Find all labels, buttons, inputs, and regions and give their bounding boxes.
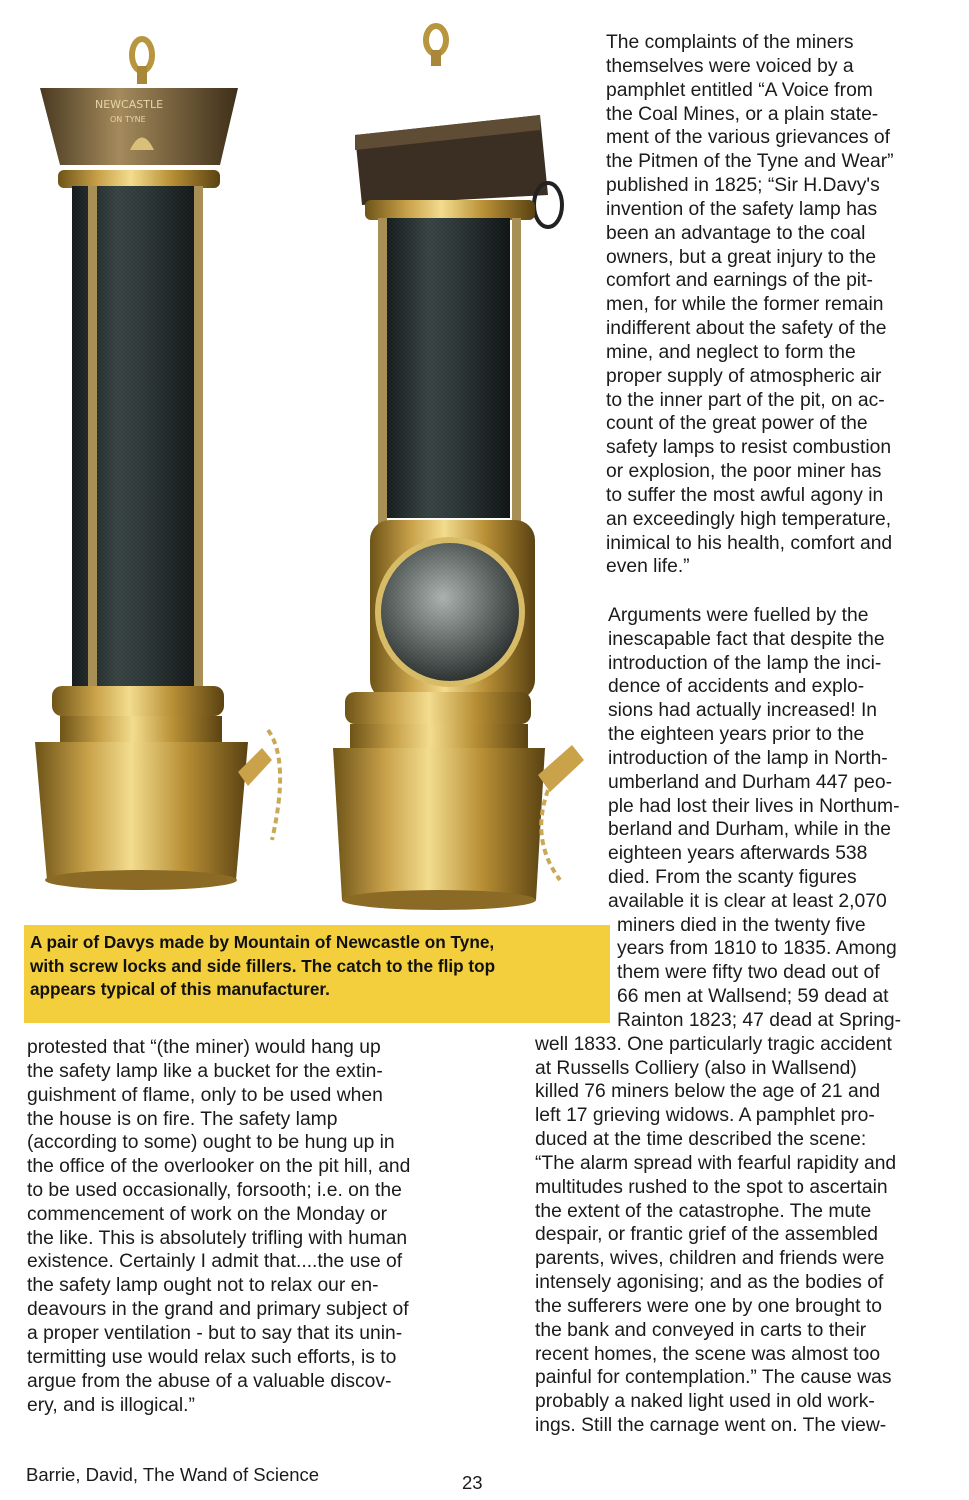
text-line: count of the great power of the: [606, 413, 868, 434]
text-line: inescapable fact that despite the: [608, 629, 885, 650]
lamps-photograph: [0, 0, 612, 930]
text-line: ery, and is illogical.”: [27, 1395, 195, 1416]
text-line: 66 men at Wallsend; 59 dead at: [617, 986, 889, 1007]
text-line: at Russells Colliery (also in Wallsend): [535, 1058, 857, 1079]
text-line: the Pitmen of the Tyne and Wear”: [606, 151, 894, 172]
text-line: themselves were voiced by a: [606, 56, 854, 77]
text-line: ment of the various grievances of: [606, 127, 891, 148]
text-line: proper supply of atmospheric air: [606, 366, 882, 387]
text-line: (according to some) ought to be hung up in: [27, 1132, 395, 1153]
text-line: the safety lamp ought not to relax our en-: [27, 1275, 379, 1296]
text-line: ings. Still the carnage went on. The view-: [535, 1415, 887, 1436]
text-line: The complaints of the miners: [606, 32, 854, 53]
text-line: “The alarm spread with fearful rapidity and: [535, 1153, 897, 1174]
text-line: Arguments were fuelled by the: [608, 605, 869, 626]
text-line: protested that “(the miner) would hang up: [27, 1037, 381, 1058]
text-line: comfort and earnings of the pit-: [606, 270, 873, 291]
text-line: the house is on fire. The safety lamp: [27, 1109, 338, 1130]
text-line: inimical to his health, comfort and: [606, 533, 893, 554]
text-line: umberland and Durham 447 peo-: [608, 772, 893, 793]
text-line: termitting use would relax such efforts, is to: [27, 1347, 397, 1368]
text-line: dence of accidents and explo-: [608, 676, 865, 697]
text-line: multitudes rushed to the spot to ascertain: [535, 1177, 888, 1198]
text-line: killed 76 miners below the age of 21 and: [535, 1081, 881, 1102]
caption-line: appears typical of this manufacturer.: [30, 979, 330, 999]
text-line: existence. Certainly I admit that....the use of: [27, 1251, 403, 1272]
text-line: sions had actually increased! In: [608, 700, 878, 721]
text-line: even life.”: [606, 556, 690, 577]
text-line: intensely agonising; and as the bodies of: [535, 1272, 884, 1293]
text-line: the Coal Mines, or a plain state-: [606, 104, 879, 125]
text-line: left 17 grieving widows. A pamphlet pro-: [535, 1105, 875, 1126]
text-line: parents, wives, children and friends were: [535, 1248, 885, 1269]
text-line: the like. This is absolutely trifling with human: [27, 1228, 408, 1249]
text-line: or explosion, the poor miner has: [606, 461, 882, 482]
text-line: painful for contemplation.” The cause was: [535, 1367, 892, 1388]
text-line: men, for while the former remain: [606, 294, 884, 315]
text-line: the safety lamp like a bucket for the extin-: [27, 1061, 383, 1082]
text-line: duced at the time described the scene:: [535, 1129, 867, 1150]
caption-line: with screw locks and side fillers. The catch to the flip top: [30, 956, 496, 976]
text-line: indifferent about the safety of the: [606, 318, 887, 339]
text-line: the bank and conveyed in carts to their: [535, 1320, 867, 1341]
text-line: mine, and neglect to form the: [606, 342, 856, 363]
caption-line: A pair of Davys made by Mountain of Newcastle on Tyne,: [30, 932, 495, 952]
text-line: invention of the safety lamp has: [606, 199, 878, 220]
text-line: well 1833. One particularly tragic accident: [535, 1034, 892, 1055]
text-line: berland and Durham, while in the: [608, 819, 891, 840]
text-line: been an advantage to the coal: [606, 223, 866, 244]
text-line: Rainton 1823; 47 dead at Spring-: [617, 1010, 902, 1031]
text-line: probably a naked light used in old work-: [535, 1391, 875, 1412]
text-line: despair, or frantic grief of the assembled: [535, 1224, 878, 1245]
text-line: deavours in the grand and primary subject of: [27, 1299, 409, 1320]
text-line: them were fifty two dead out of: [617, 962, 880, 983]
page-number: 23: [462, 1472, 483, 1493]
lamp-engraving-line1: NEWCASTLE: [95, 98, 164, 111]
text-line: published in 1825; “Sir H.Davy's: [606, 175, 880, 196]
text-line: guishment of flame, only to be used when: [27, 1085, 383, 1106]
lamp-engraving-line2: ON TYNE: [110, 115, 146, 124]
text-line: an exceedingly high temperature,: [606, 509, 892, 530]
text-line: recent homes, the scene was almost too: [535, 1344, 881, 1365]
text-line: ple had lost their lives in Northum-: [608, 796, 900, 817]
text-line: introduction of the lamp in North-: [608, 748, 888, 769]
text-line: the eighteen years prior to the: [608, 724, 865, 745]
text-line: eighteen years afterwards 538: [608, 843, 868, 864]
text-line: years from 1810 to 1835. Among: [617, 938, 897, 959]
text-line: owners, but a great injury to the: [606, 247, 877, 268]
text-line: to be used occasionally, forsooth; i.e. on the: [27, 1180, 402, 1201]
text-line: the extent of the catastrophe. The mute: [535, 1201, 872, 1222]
text-line: to suffer the most awful agony in: [606, 485, 884, 506]
text-line: pamphlet entitled “A Voice from: [606, 80, 873, 101]
text-line: miners died in the twenty five: [617, 915, 866, 936]
text-line: died. From the scanty figures: [608, 867, 857, 888]
text-line: safety lamps to resist combustion: [606, 437, 892, 458]
text-line: to the inner part of the pit, on ac-: [606, 390, 885, 411]
text-line: a proper ventilation - but to say that its unin-: [27, 1323, 403, 1344]
text-line: the office of the overlooker on the pit hill, and: [27, 1156, 411, 1177]
text-line: available it is clear at least 2,070: [608, 891, 887, 912]
text-line: commencement of work on the Monday or: [27, 1204, 388, 1225]
text-line: introduction of the lamp the inci-: [608, 653, 882, 674]
text-line: the sufferers were one by one brought to: [535, 1296, 882, 1317]
text-line: argue from the abuse of a valuable discov-: [27, 1371, 392, 1392]
footer-citation: Barrie, David, The Wand of Science: [26, 1464, 320, 1485]
photo-caption: [24, 925, 610, 1023]
